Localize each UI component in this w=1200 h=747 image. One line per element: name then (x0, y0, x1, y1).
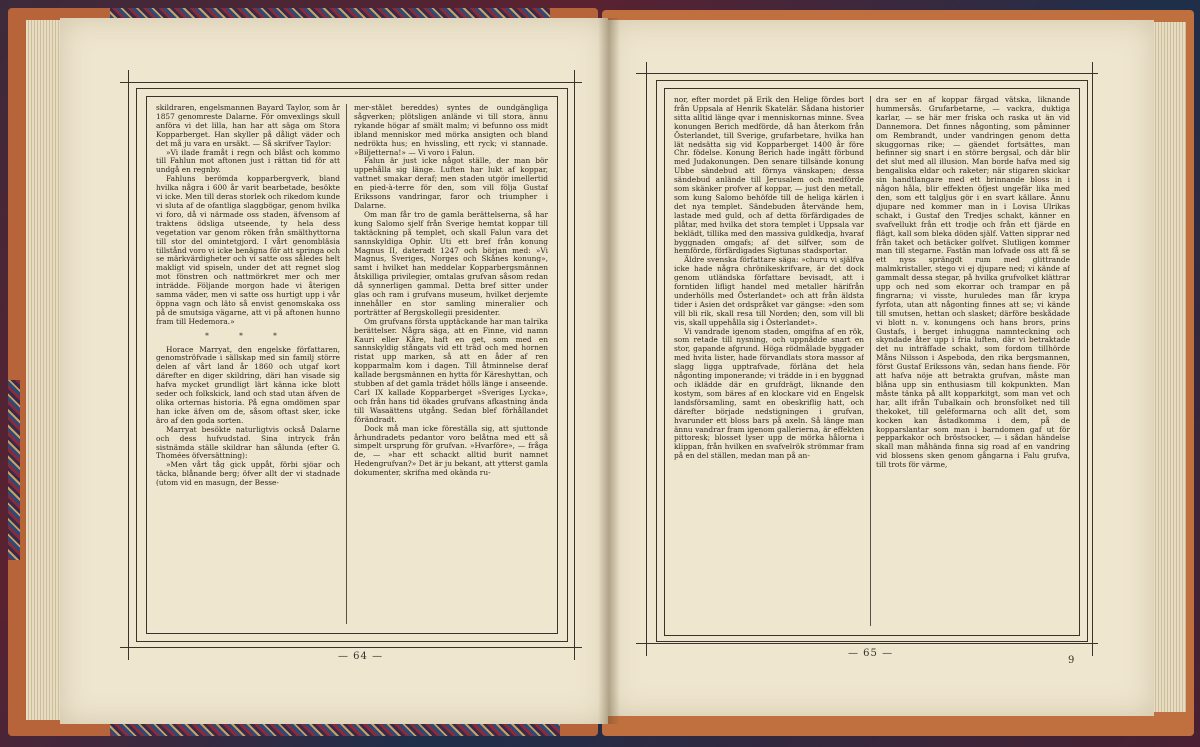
frame-rule-top-left (120, 82, 582, 83)
frame-rule-side-left-b (574, 70, 575, 660)
paragraph: Äldre svenska författare säga: »churu vi själfva icke hade några chrönikeskrifvare, är det dock genom utländska författare bevisadt, att i forntiden lifligt handel med metaller härifrån underhölls med Österlandet» och att från äldsta tider i Asien det ordspråket var gängse: »den som vill bli rik, skall resa till Norden; den, som vill bli vis, skall uppehålla sig i Österlandet». (674, 255, 864, 327)
right-page-column-2 (876, 96, 1070, 626)
frame-rule-side-right-a (646, 62, 647, 656)
right-page-column-1 (674, 96, 864, 626)
page-stack-right (1150, 22, 1186, 712)
paragraph: Fahluns berömda kopparbergverk, bland hvilka några i 600 år varit bearbetade, besökte vi icke. Men till deras storlek och rikedom kunde vi sluta af de ofantliga slaggbögar, genom hvilka vi foro, då vi närmade oss staden, äfvensom af traktens ödsliga utseende, ty hela dess vegetation var genom röken från smälthyttorna till stor del omintetgjord. I vårt genombläsia tillstånd voro vi icke benägna för att springa och se märkvärdigheter och vi satte oss således helt makligt vid spiseln, under det att regnet slog mot fönstren och nattmörkret mer och mer inträdde. Följande morgon hade vi återigen samma väder, men vi satte oss hurtigt upp i vår öppna vagn och läto så envist genomskaka oss på de smutsiga vägarne, att vi på aftonen hunno fram till Hedemora.» (156, 174, 340, 326)
paragraph: Marryat besökte naturligtvis också Dalarne och dess hufvudstad. Sina intryck från sistnämda ställe skildrar han sålunda (efter G. Thomées öfversättning): (156, 424, 340, 461)
column-divider-left (346, 104, 347, 624)
frame-rule-bottom-left (120, 647, 582, 648)
frame-rule-bottom-right (636, 643, 1098, 644)
frame-rule-side-left-a (128, 70, 129, 660)
paragraph: Dock må man icke föreställa sig, att sjuttonde århundradets pedantor voro belåtna med ett så simpelt ursprung för grufvan. »Hvarföre», — fråga de, — »har ett schackt alltid burit namnet Hedengrufvan?» Det är ju bekant, att ytterst gamla dokumenter, skrifna med okända ru- (354, 423, 548, 478)
paragraph: »Vi ilade framåt i regn och blåst och kommo till Fahlun mot aftonen just i rättan tid för att undgå en regnby. (156, 147, 340, 175)
column-divider-right (870, 96, 871, 626)
signature-mark: 9 (1068, 655, 1075, 666)
paragraph: Falun är just icke något ställe, der man bör uppehålla sig länge. Luften har lukt af koppar, vattnet smakar deraf; men staden utgör imellertid en pied-à-terre för den, som vill följa Gustaf Erikssons vandringar, faror och triumpher i Dalarne. (354, 156, 548, 210)
page-number-left: — 64 — (338, 651, 384, 662)
paragraph: dra ser en af koppar färgad vätska, liknande hummersås. Grufarbetarne, — vackra, duktiga karlar, — se här mer friska och raska ut än vid Dannemora. Det finnes någonting, som påminner om Rembrandt, under vandringen genom detta skuggornas rike; — gäendet fortsättes, man befinner sig snart i en större bergsal, och där blir det slut med all illusion. Man borde hafva med sig bengaliska eldar och raketer; när stigaren skickar sin handtlangare med ett brinnande bloss in i någon håla, blir effekten öfjest ungefär lika med den, som ett talgljus gör i en svart källare. Ännu djupare ned kommer man in i Lovisa Ulrikas schakt, i Gustaf den Tredjes schakt, känner en svafvellukt från ett trodje och från ett fjärde en flägt, kall som bleka döden själf. Vatten sipprar ned från taket och betäcker golfvet. Slutligen kommer man till stegarne. Fastän man lofvade oss att få se ett nyss sprängdt rum med glittrande malmkristaller, stego vi ej djupare ned; vi kände af gammalt dessa stegar, på hvilka grufvolket klättrar upp och ned som ekorrar och trampar en på fingrarna; vi visste, huruledes man får krypa fyrfota, utan att någonting finnes att se; vi kände till smutsen, hettan och slasket; därföre beskådade vi blott n. v. konungens och hans brors, prins Gustafs, i berget inhuggna namnteckning och skyndade åter upp i fria luften, där vi betraktade det nu inträffade schakt, som fordom tillhörde Måns Nilsson i Aspeboda, den rika bergsmannen, först Gustaf Erikssons vän, sedan hans fiende. För att hafva nöje att betrakta grufvan, måste man blåna upp sin enthusiasm till kokpunkten. Man måste tänka på allt kopparkitgt, som man vet och har, allt ifrån Tubalkain och bronsfolket ned till thekoket, till geléformarna och allt det, som kocken kan åstadkomma i dem, på de kopparslantar som man i barndomen gaf ut för pepparkakor och bröstsocker, — i sådan händelse skall man måhända finna sig road af en vandring vid blossens sken genom gångarna i Falu grufva, till trots för värme, (876, 96, 1070, 470)
paragraph: Om grufvans första upptäckande har man talrika berättelser. Några säga, att en Finne, vid namn Kauri eller Kåre, haft en get, som med en sannskyldig stångats vid ett träd och med hornen ristat upp marken, så att en åder af ren kopparmalm kom i dagen. Till åtminnelse deraf kallade bergsmännen en hytta för Käreshyttan, och stubben af det gamla trädet hölls länge i anseende. Carl IX kallade Kopparberget »Sveriges Lycka», och från hans tid ökades grufvans afkastning ända till Wasaättens utgång. Sedan blef förhållandet förändradt. (354, 316, 548, 424)
paragraph: Om man får tro de gamla berättelserna, så har kung Salomo sjelf från Sverige hemtat koppar till taktäckning på templet, och skall Falun vara det sannskyldiga Ophir. Uti ett bref från konung Magnus II, dateradt 1247 och början med: »Vi Magnus, Sveriges, Norges och Skånes konung», samt i hvilket han meddelar Kopparbergsmännen åtskilliga privilegier, omtalas grufvan såsom redan då synnerligen gammal. Detta bref sitter under glas och ram i grufvans museum, hvilket derjemte innehåller en stor samling mineralier och porträtter af Bergskollegii presidenter. (354, 209, 548, 317)
left-page-column-1 (156, 104, 340, 626)
section-break: * * * (205, 330, 291, 340)
paragraph: nor, efter mordet på Erik den Helige fördes bort från Uppsala af Henrik Skatelär. Sådana historier sitta alltid länge qvar i menniskornas minne. Svea konungen Berich medförde, då han återkom från Österlandet, till Sverige, grufarbetare, hvilka han lät nedsätta sig vid Kopparberget 1400 år före Chr. födelse. Konung Berich hade ingått förbund med Judakonungen. Den senare tillsände konung Ubbe sändebud att förnya vänskapen; dessa sändebud anlände till Jerusalem och medförde som skänker profver af koppar, — just den metall, som kung Salomo behöfde till de heliga kärlen i det nya templet. Sändebuden återvände hem, lastade med guld, och af detta förfärdigades de plåtar, med hvilka det stora templet i Uppsala var beklädt, tillika med den massiva guldkedja, hvaraf byggnaden omgafs; af det silfver, som de hemförde, förfärdigades Sigtunas stadsportar. (674, 96, 864, 256)
paragraph: mer-stålet bereddes) syntes de oundgängliga sågverken; plötsligen anlände vi till stora, ännu rykande högar af smält malm; vi befunno oss midt ibland menniskor med mörka ansigten och bland nedrökta hus; en hvissling, ett ryck; vi stannade. »Biljetterna!» — Vi voro i Falun. (354, 104, 548, 157)
paragraph: Vi vandrade igenom staden, omgifna af en rök, som retade till nysning, och uppnådde snart en stor, gapande afgrund. Höga rödmålade byggader med hvita lister, hade förvandlats stora massor af slagg ligga upptrafvade, förläna det hela någonting imponerande; vi trädde in i en byggnad och iklädde där en grufdrägt, liknande den kostym, som bäres af en klockare vid en Engelsk landsförsamling, samt en obeskriflig hatt, och därefter började nedstigningen i grufvan, hvarunder ett bloss bars på axeln. Så länge man ännu vandrar fram igenom gallerierna, är effekten pittoresk; blosset lyser upp de mörka hålorna i klippan, från hvilken en svafvelrök strömmar fram på en del ställen, medan man på an- (674, 326, 864, 461)
left-page-column-2 (354, 104, 548, 626)
frame-rule-side-right-b (1092, 62, 1093, 656)
page-number-right: — 65 — (848, 648, 894, 659)
frame-rule-top-right (636, 73, 1098, 74)
paragraph: skildraren, engelsmannen Bayard Taylor, som år 1857 genomreste Dalarne. För omvexlings skull anföra vi det lilla, han har att säga om Stora Kopparberget. Han skyller på dåligt väder och det må ju vara en ursäkt. — Så skrifver Taylor: (156, 104, 340, 148)
book-gutter (598, 18, 620, 724)
marbled-endpaper-bottom (110, 724, 560, 736)
paragraph: »Men vårt tåg gick uppåt, förbi sjöar och täcka, blånande berg; öfver allt der vi stadnade (utom vid en masugn, der Besse- (156, 460, 340, 488)
paragraph: Horace Marryat, den engelske författaren, genomströfvade i sällskap med sin familj större delen af vårt land år 1860 och utgaf kort därefter en diger skildring, däri han visade sig hafva mycket grundligt lärt känna icke blott seder och folkskick, land och stad utan äfven de olika orternas historia. På egna omdömen spar han icke äfven om de, såsom oftast sker, icke äro af den goda sorten. (156, 344, 340, 425)
marbled-edge-left (8, 380, 20, 560)
